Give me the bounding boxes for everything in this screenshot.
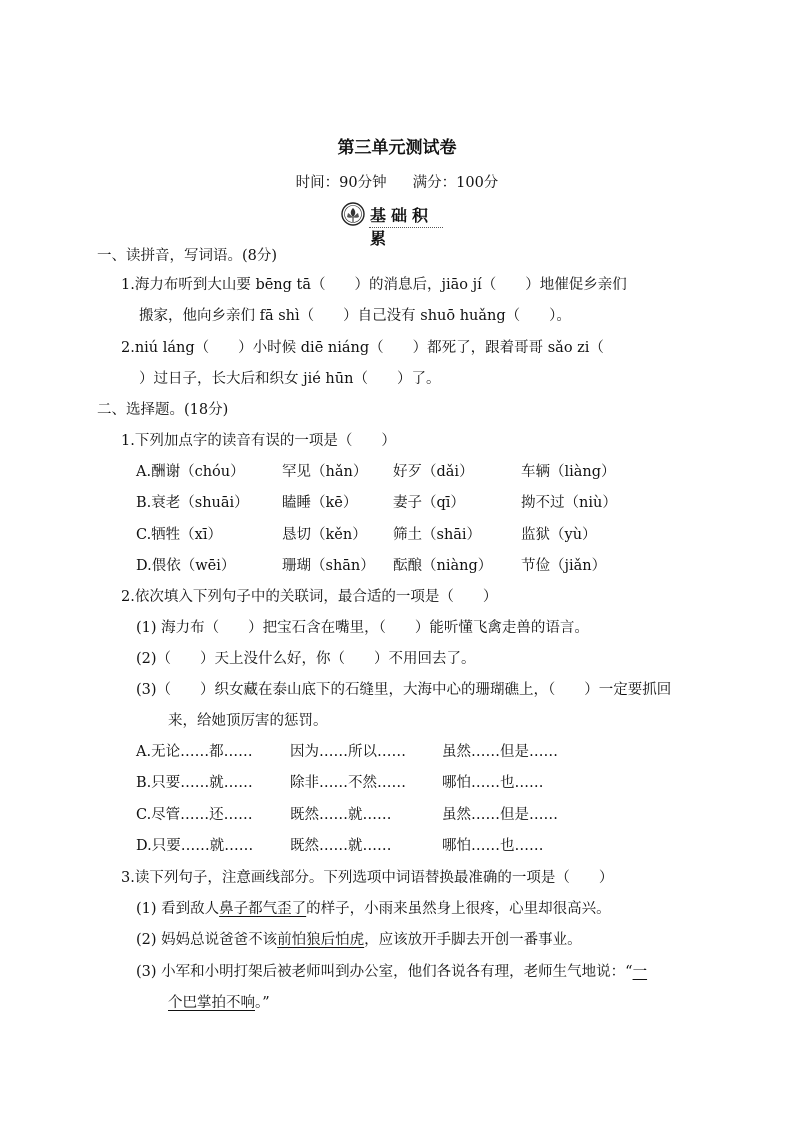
q1-option-b-4: 拗不过（niù） (521, 495, 617, 511)
q1-option-c-2: 恳切（kěn） (282, 527, 367, 543)
exam-time: 时间：90分钟 (295, 175, 387, 191)
banner-underline (369, 227, 443, 228)
s2-q3-sentence-3a (136, 962, 647, 982)
q3-s2-text-post: ，应该放开手脚去开创一番事业。 (364, 932, 582, 948)
q3-s3-underlined-end: 个巴掌拍不响 (168, 995, 255, 1011)
q3-s1-text-post: 的样子，小雨来虽然身上很疼，心里却很高兴。 (306, 901, 611, 917)
q2-option-b-3: 哪怕……也…… (442, 775, 544, 791)
s2-q3-sentence-2 (136, 930, 582, 950)
s1-q1-line1: 1.海力布听到大山要 bēng tā（ ）的消息后，jiāo jí（ ）地催促乡亲们 (121, 277, 627, 293)
s1-q2-line1: 2.niú láng（ ）小时候 diē niáng（ ）都死了，跟着哥哥 sǎo zi（ (121, 340, 604, 356)
flower-badge-icon (341, 202, 365, 226)
section-banner (341, 200, 447, 248)
q3-s3-underlined-start: 一 (632, 964, 648, 980)
q1-option-d-4: 节俭（jiǎn） (521, 558, 607, 574)
q2-option-d-2: 既然……就…… (290, 838, 392, 854)
q1-option-b-2: 瞌睡（kē） (282, 495, 358, 511)
q1-option-d-1: D.偎依（wēi） (136, 558, 236, 574)
q2-option-c-1: C.尽管……还…… (136, 807, 253, 823)
s2-q3-sentence-3b (168, 993, 270, 1013)
q2-option-b-1: B.只要……就…… (136, 775, 253, 791)
q2-option-a-1: A.无论……都…… (136, 744, 253, 760)
q1-option-c-1: C.牺牲（xī） (136, 527, 223, 543)
q1-option-b-1: B.衰老（shuāi） (136, 495, 249, 511)
s2-q2-sentence-3b: 来，给她顶厉害的惩罚。 (168, 713, 328, 729)
q1-option-c-3: 筛土（shāi） (393, 527, 482, 543)
q2-option-d-1: D.只要……就…… (136, 838, 254, 854)
q1-option-a-1: A.酬谢（chóu） (136, 464, 245, 480)
q2-option-a-2: 因为……所以…… (290, 744, 406, 760)
banner-label: 基础积累 (370, 206, 434, 248)
q1-option-a-4: 车辆（liàng） (521, 464, 616, 480)
section-1-heading: 一、读拼音，写词语。(8分) (97, 248, 278, 264)
s2-q2-sentence-1: (1) 海力布（ ）把宝石含在嘴里，（ ）能听懂飞禽走兽的语言。 (136, 620, 589, 636)
q1-option-d-2: 珊瑚（shān） (282, 558, 375, 574)
page-title: 第三单元测试卷 (337, 138, 457, 158)
section-2-heading: 二、选择题。(18分) (97, 402, 229, 418)
q2-option-b-2: 除非……不然…… (290, 775, 406, 791)
q3-s1-text-pre: (1) 看到敌人 (136, 901, 220, 917)
s1-q1-line2: 搬家，他向乡亲们 fā shì（ ）自己没有 shuō huǎng（ ）。 (139, 308, 571, 324)
s2-q1-stem: 1.下列加点字的读音有误的一项是（ ） (121, 433, 396, 449)
q1-option-d-3: 酝酿（niàng） (393, 558, 493, 574)
s2-q2-sentence-3a: (3)（ ）织女藏在泰山底下的石缝里，大海中心的珊瑚礁上，（ ）一定要抓回 (136, 682, 672, 698)
exam-score: 满分：100分 (412, 175, 499, 191)
q3-s2-text-pre: (2) 妈妈总说爸爸不该 (136, 932, 278, 948)
q3-s3-text-post: 。” (255, 995, 270, 1011)
q2-option-c-3: 虽然……但是…… (442, 807, 558, 823)
q3-s2-underlined: 前怕狼后怕虎 (277, 932, 365, 948)
s2-q2-sentence-2: (2)（ ）天上没什么好，你（ ）不用回去了。 (136, 651, 476, 667)
q2-option-c-2: 既然……就…… (290, 807, 392, 823)
q1-option-a-3: 好歹（dǎi） (393, 464, 474, 480)
s2-q3-stem: 3.读下列句子，注意画线部分。下列选项中词语替换最准确的一项是（ ） (121, 870, 614, 886)
q1-option-c-4: 监狱（yù） (521, 527, 597, 543)
q3-s3-text-pre: (3) 小军和小明打架后被老师叫到办公室，他们各说各有理，老师生气地说：“ (136, 964, 633, 980)
q2-option-a-3: 虽然……但是…… (442, 744, 558, 760)
q1-option-a-2: 罕见（hǎn） (282, 464, 368, 480)
q2-option-d-3: 哪怕……也…… (442, 838, 544, 854)
q1-option-b-3: 妻子（qī） (393, 495, 465, 511)
s1-q2-line2: ）过日子，长大后和织女 jié hūn（ ）了。 (139, 371, 441, 387)
q3-s1-underlined: 鼻子都气歪了 (219, 901, 307, 917)
s2-q2-stem: 2.依次填入下列句子中的关联词，最合适的一项是（ ） (121, 589, 498, 605)
exam-info (0, 171, 794, 192)
s2-q3-sentence-1 (136, 899, 611, 919)
